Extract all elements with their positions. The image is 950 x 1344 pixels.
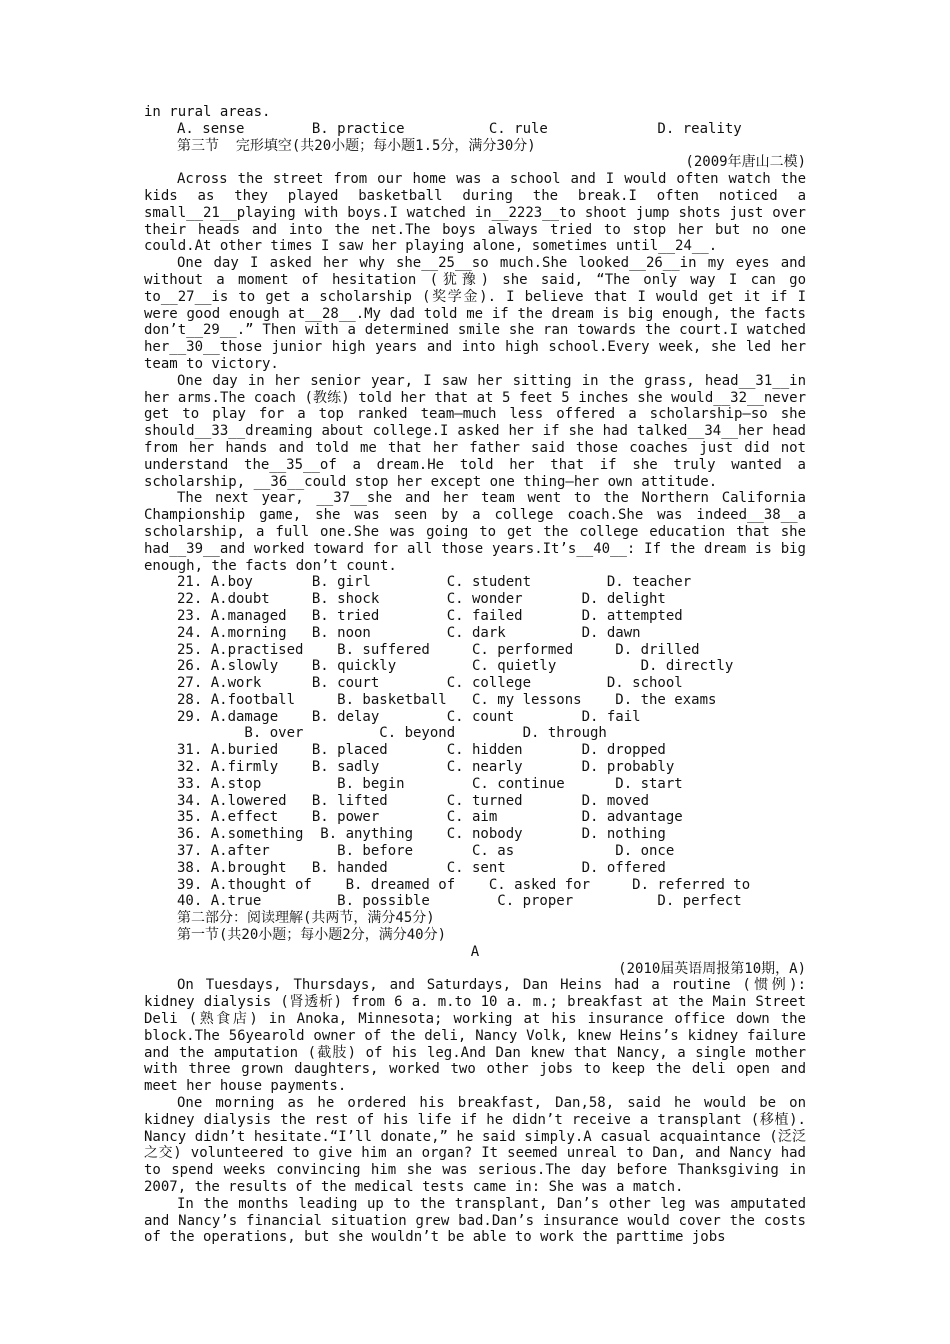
cloze-paragraph-2: One day I asked her why she__25__so much.She looked__26__in my eyes and without a moment of hesitation (犹豫) she said, “The only way I can go to__27__is to get a scholarship (奖学金). I believe that I would get it if I were good enough at__28__.My dad told me if the dream is big enough, the facts don’t__29__.” Then with a determined smile she ran towards the court.I watched her__30__those junior high years and into high school.Every week, she led her team to victory.: [144, 255, 806, 372]
option-row: 36. A.something B. anything C. nobody D. nothing: [177, 826, 666, 843]
document-page: [144, 104, 806, 1246]
option-row: 25. A.practised B. suffered C. performed D. drilled: [177, 641, 700, 658]
option-row: 40. A.true B. possible C. proper D. perfect: [177, 893, 742, 910]
option-row: 22. A.doubt B. shock C. wonder D. delight: [177, 591, 666, 608]
section3-source: (2009年唐山二模): [685, 154, 806, 171]
option-row: B. over C. beyond D. through: [177, 725, 607, 742]
section3-title: 第三节 完形填空(共20小题；每小题1.5分，满分30分): [177, 137, 536, 154]
option-row: 33. A.stop B. begin C. continue D. start: [177, 775, 683, 792]
reading-paragraph-1: On Tuesdays, Thursdays, and Saturdays, Dan Heins had a routine (惯例): kidney dialysis (肾透析) from 6 a. m.to 10 a. m.; breakfast at the Main Street Deli (熟食店) in Anoka, Minnesota; working at his insurance office down the block.The 56yearold owner of the deli, Nancy Volk, knew Heins’s kidney failure and the amputation (截肢) of his leg.And Dan knew that Nancy, a single mother with three grown daughters, worked two other jobs to keep the deli open and meet her house payments.: [144, 977, 806, 1095]
option-row: 39. A.thought of B. dreamed of C. asked for D. referred to: [177, 876, 751, 893]
option-row: 37. A.after B. before C. as D. once: [177, 843, 675, 860]
cloze-paragraph-3: One day in her senior year, I saw her sitting in the grass, head__31__in her arms.The coach (教练) told her that at 5 feet 5 inches she would__32__never get to play for a top ranked team—much less offered a scholarship—so she should__33__dreaming about college.I asked her if she had talked__34__her head from her hands and told me that her father said those coaches just did not understand the__35__of a dream.He told her that if she truly wanted a scholarship, __36__could stop her except one thing—her own attitude.: [144, 372, 806, 490]
cloze-paragraph-1: Across the street from our home was a school and I would often watch the kids as they played basketball during the break.I often noticed a small__21__playing with boys.I watched in__2223__to shoot jump shots just over their heads and into the net.The boys always tried to stop her but no one could.At other times I saw her playing alone, sometimes until__24__.: [144, 171, 806, 255]
option-row: 27. A.work B. court C. college D. school: [177, 675, 683, 692]
option-row: 24. A.morning B. noon C. dark D. dawn: [177, 624, 641, 641]
option-row: 32. A.firmly B. sadly C. nearly D. probably: [177, 759, 675, 776]
option-row: 23. A.managed B. tried C. failed D. attempted: [177, 607, 683, 624]
passage-source: (2010届英语周报第10期，A): [618, 960, 806, 977]
option-row: 38. A.brought B. handed C. sent D. offered: [177, 859, 666, 876]
option-row: 29. A.damage B. delay C. count D. fail: [177, 708, 641, 725]
passage-label: A: [470, 943, 480, 960]
option-row: 28. A.football B. basketball C. my lessons D. the exams: [177, 691, 717, 708]
options-list: [144, 574, 806, 910]
option-row: 21. A.boy B. girl C. student D. teacher: [177, 574, 692, 591]
q20-options: A. sense B. practice C. rule D. reality: [177, 120, 742, 137]
cloze-paragraph-4: The next year, __37__she and her team went to the Northern California Championship game, she was seen by a college coach.She was indeed__38__a scholarship, a full one.She was going to get the college education that she had__39__and worked toward for all those years.It’s__40__: If the dream is big enough, the facts don’t count.: [144, 490, 806, 574]
reading-paragraph-3: In the months leading up to the transplant, Dan’s other leg was amputated and Nancy’s financial situation grew bad.Dan’s insurance would cover the costs of the operations, but she wouldn’t be able to work the parttime jobs: [144, 1195, 806, 1246]
part2-section1-title: 第一节(共20小题；每小题2分，满分40分): [177, 927, 447, 944]
reading-paragraph-2: One morning as he ordered his breakfast, Dan,58, said he would be on kidney dialysis the rest of his life if he didn’t receive a transplant (移植). Nancy didn’t hesitate.“I’ll donate,” he said simply.A casual acquaintance (泛泛之交) volunteered to give him an organ? It seemed unreal to Dan, and Nancy had to spend weeks convincing him she was serious.The day before Thanksgiving in 2007, the results of the medical tests came in: She was a match.: [144, 1095, 806, 1195]
option-row: 35. A.effect B. power C. aim D. advantage: [177, 809, 683, 826]
part2-title: 第二部分：阅读理解(共两节，满分45分): [177, 910, 435, 927]
option-row: 26. A.slowly B. quickly C. quietly D. directly: [177, 658, 734, 675]
option-row: 34. A.lowered B. lifted C. turned D. moved: [177, 792, 650, 809]
option-row: 31. A.buried B. placed C. hidden D. dropped: [177, 742, 666, 759]
top-line: in rural areas.: [144, 104, 271, 120]
